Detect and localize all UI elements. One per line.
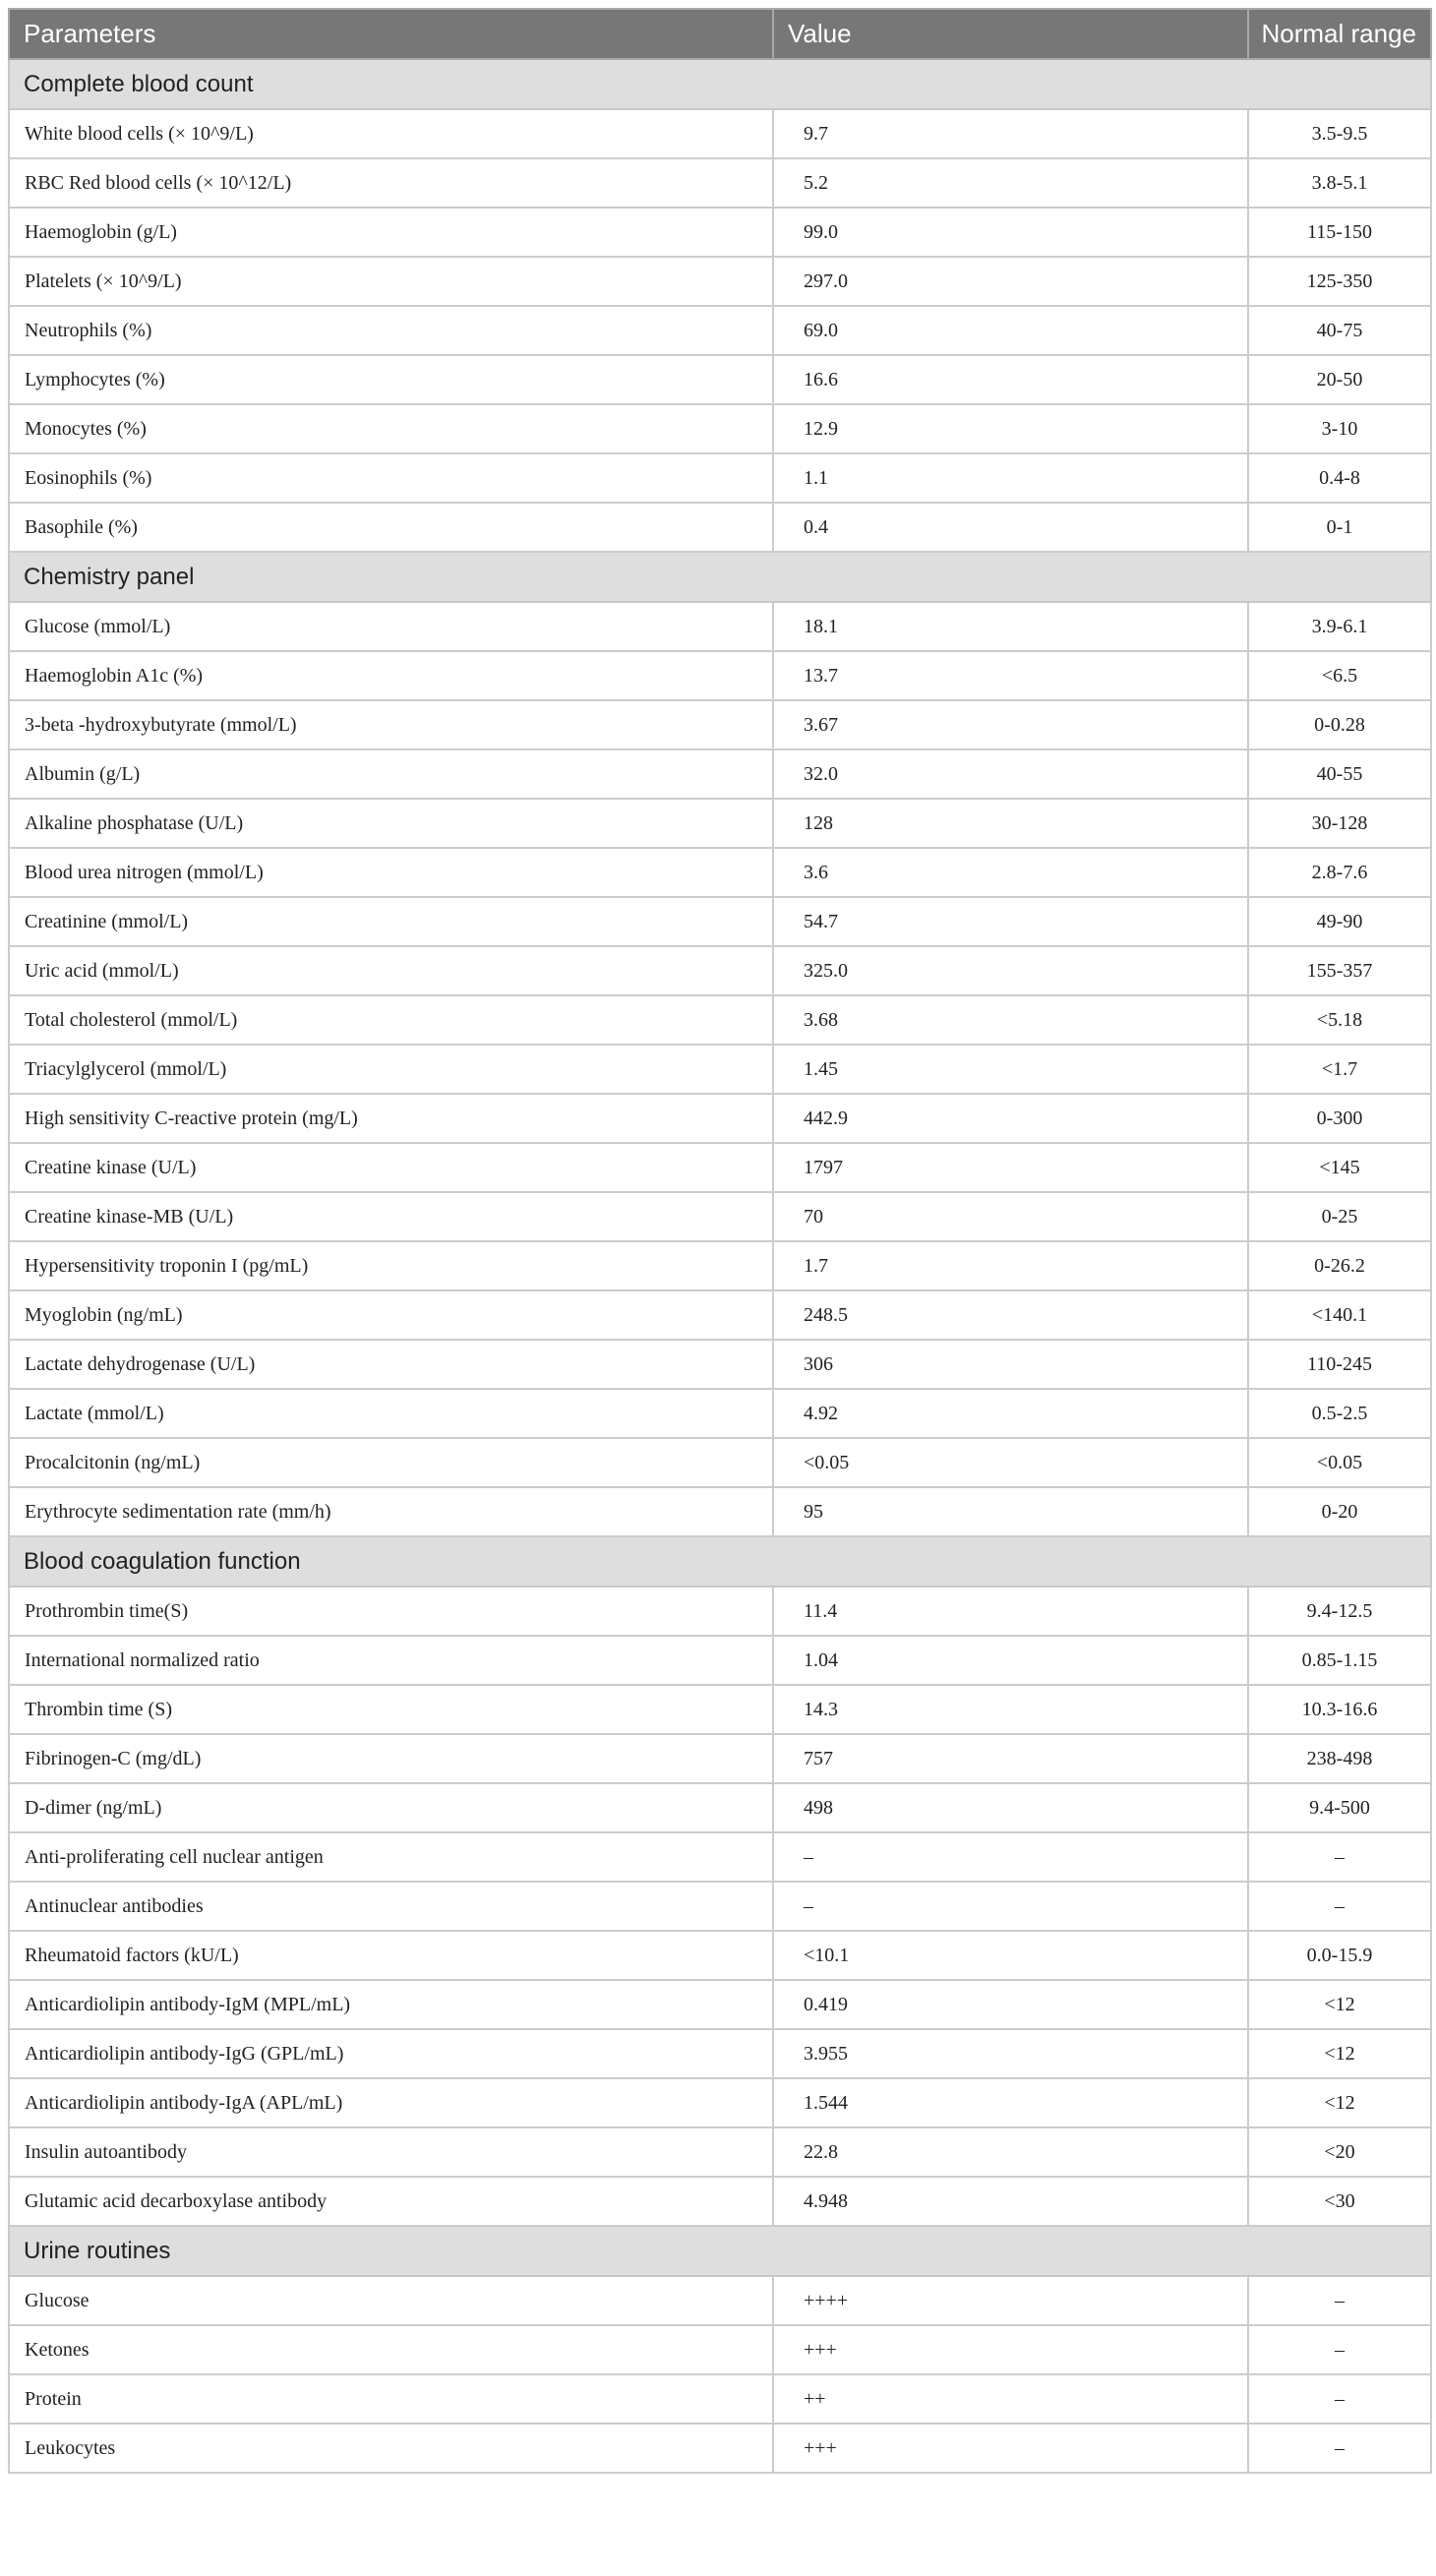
- table-row: [9, 1783, 1431, 1832]
- table-row: [9, 848, 1431, 897]
- parameter-cell: Creatine kinase (U/L): [9, 1143, 773, 1192]
- section-header-row: [9, 2226, 1431, 2276]
- normal-range-cell: 0-300: [1248, 1094, 1431, 1143]
- normal-range-cell: 40-75: [1248, 306, 1431, 355]
- parameter-cell: Leukocytes: [9, 2424, 773, 2473]
- normal-range-cell: 20-50: [1248, 355, 1431, 404]
- parameter-cell: Lactate (mmol/L): [9, 1389, 773, 1438]
- value-cell: 18.1: [773, 602, 1248, 651]
- normal-range-cell: <0.05: [1248, 1438, 1431, 1487]
- column-header-normal-range: Normal range: [1248, 9, 1431, 59]
- table-row: [9, 1045, 1431, 1094]
- table-row: [9, 306, 1431, 355]
- normal-range-cell: 10.3-16.6: [1248, 1685, 1431, 1734]
- parameter-cell: Blood urea nitrogen (mmol/L): [9, 848, 773, 897]
- table-row: [9, 1389, 1431, 1438]
- value-cell: 3.67: [773, 700, 1248, 749]
- normal-range-cell: 238-498: [1248, 1734, 1431, 1783]
- parameter-cell: Rheumatoid factors (kU/L): [9, 1931, 773, 1980]
- normal-range-cell: –: [1248, 2276, 1431, 2325]
- table-row: [9, 158, 1431, 208]
- parameter-cell: Lactate dehydrogenase (U/L): [9, 1340, 773, 1389]
- table-row: [9, 995, 1431, 1045]
- parameter-cell: International normalized ratio: [9, 1636, 773, 1685]
- section-title: Blood coagulation function: [9, 1536, 1431, 1587]
- value-cell: 12.9: [773, 404, 1248, 453]
- normal-range-cell: <12: [1248, 2078, 1431, 2127]
- parameter-cell: Anti-proliferating cell nuclear antigen: [9, 1832, 773, 1882]
- parameter-cell: Prothrombin time(S): [9, 1587, 773, 1636]
- value-cell: <10.1: [773, 1931, 1248, 1980]
- column-header-value: Value: [773, 9, 1248, 59]
- normal-range-cell: <1.7: [1248, 1045, 1431, 1094]
- normal-range-cell: –: [1248, 2374, 1431, 2424]
- parameter-cell: Creatinine (mmol/L): [9, 897, 773, 946]
- parameter-cell: Platelets (× 10^9/L): [9, 257, 773, 306]
- normal-range-cell: 0-20: [1248, 1487, 1431, 1536]
- value-cell: +++: [773, 2424, 1248, 2473]
- parameter-cell: Basophile (%): [9, 503, 773, 552]
- value-cell: 22.8: [773, 2127, 1248, 2177]
- value-cell: 4.948: [773, 2177, 1248, 2226]
- value-cell: 3.6: [773, 848, 1248, 897]
- parameter-cell: Antinuclear antibodies: [9, 1882, 773, 1931]
- value-cell: 306: [773, 1340, 1248, 1389]
- value-cell: 325.0: [773, 946, 1248, 995]
- parameter-cell: Neutrophils (%): [9, 306, 773, 355]
- parameter-cell: Thrombin time (S): [9, 1685, 773, 1734]
- table-row: [9, 404, 1431, 453]
- section-header-row: [9, 59, 1431, 109]
- table-row: [9, 2177, 1431, 2226]
- value-cell: 54.7: [773, 897, 1248, 946]
- value-cell: 1797: [773, 1143, 1248, 1192]
- normal-range-cell: 115-150: [1248, 208, 1431, 257]
- normal-range-cell: <20: [1248, 2127, 1431, 2177]
- parameter-cell: Creatine kinase-MB (U/L): [9, 1192, 773, 1241]
- parameter-cell: Protein: [9, 2374, 773, 2424]
- parameter-cell: Anticardiolipin antibody-IgA (APL/mL): [9, 2078, 773, 2127]
- table-row: [9, 1980, 1431, 2029]
- parameter-cell: Hypersensitivity troponin I (pg/mL): [9, 1241, 773, 1290]
- parameter-cell: Lymphocytes (%): [9, 355, 773, 404]
- normal-range-cell: 0-26.2: [1248, 1241, 1431, 1290]
- normal-range-cell: –: [1248, 2424, 1431, 2473]
- table-row: [9, 1094, 1431, 1143]
- parameter-cell: RBC Red blood cells (× 10^12/L): [9, 158, 773, 208]
- normal-range-cell: 9.4-12.5: [1248, 1587, 1431, 1636]
- header-row: [9, 9, 1431, 59]
- value-cell: 1.04: [773, 1636, 1248, 1685]
- value-cell: 9.7: [773, 109, 1248, 158]
- parameter-cell: Anticardiolipin antibody-IgG (GPL/mL): [9, 2029, 773, 2078]
- parameter-cell: Total cholesterol (mmol/L): [9, 995, 773, 1045]
- value-cell: 4.92: [773, 1389, 1248, 1438]
- normal-range-cell: –: [1248, 1882, 1431, 1931]
- table-row: [9, 2078, 1431, 2127]
- value-cell: 3.68: [773, 995, 1248, 1045]
- parameter-cell: Alkaline phosphatase (U/L): [9, 799, 773, 848]
- section-header-row: [9, 552, 1431, 602]
- table-header: [9, 9, 1431, 59]
- normal-range-cell: 0-0.28: [1248, 700, 1431, 749]
- parameter-cell: Uric acid (mmol/L): [9, 946, 773, 995]
- section-header-row: [9, 1536, 1431, 1587]
- value-cell: 757: [773, 1734, 1248, 1783]
- normal-range-cell: 40-55: [1248, 749, 1431, 799]
- value-cell: 3.955: [773, 2029, 1248, 2078]
- normal-range-cell: <12: [1248, 2029, 1431, 2078]
- value-cell: 0.4: [773, 503, 1248, 552]
- normal-range-cell: 0.5-2.5: [1248, 1389, 1431, 1438]
- table-row: [9, 2029, 1431, 2078]
- table-row: [9, 700, 1431, 749]
- table-row: [9, 1587, 1431, 1636]
- table-row: [9, 1241, 1431, 1290]
- value-cell: 442.9: [773, 1094, 1248, 1143]
- value-cell: 95: [773, 1487, 1248, 1536]
- normal-range-cell: –: [1248, 2325, 1431, 2374]
- table-row: [9, 1685, 1431, 1734]
- normal-range-cell: 9.4-500: [1248, 1783, 1431, 1832]
- value-cell: 128: [773, 799, 1248, 848]
- table-row: [9, 2325, 1431, 2374]
- normal-range-cell: <145: [1248, 1143, 1431, 1192]
- table-row: [9, 109, 1431, 158]
- value-cell: 1.544: [773, 2078, 1248, 2127]
- parameter-cell: Glutamic acid decarboxylase antibody: [9, 2177, 773, 2226]
- value-cell: 5.2: [773, 158, 1248, 208]
- value-cell: 14.3: [773, 1685, 1248, 1734]
- table-row: [9, 602, 1431, 651]
- value-cell: 16.6: [773, 355, 1248, 404]
- value-cell: 248.5: [773, 1290, 1248, 1340]
- table-row: [9, 1882, 1431, 1931]
- parameter-cell: Glucose: [9, 2276, 773, 2325]
- section-title: Complete blood count: [9, 59, 1431, 109]
- table-row: [9, 208, 1431, 257]
- parameter-cell: Myoglobin (ng/mL): [9, 1290, 773, 1340]
- value-cell: <0.05: [773, 1438, 1248, 1487]
- parameter-cell: Ketones: [9, 2325, 773, 2374]
- table-row: [9, 897, 1431, 946]
- value-cell: 69.0: [773, 306, 1248, 355]
- normal-range-cell: <6.5: [1248, 651, 1431, 700]
- normal-range-cell: 3.5-9.5: [1248, 109, 1431, 158]
- value-cell: ++++: [773, 2276, 1248, 2325]
- table-row: [9, 257, 1431, 306]
- table-row: [9, 2127, 1431, 2177]
- parameter-cell: Anticardiolipin antibody-IgM (MPL/mL): [9, 1980, 773, 2029]
- value-cell: 11.4: [773, 1587, 1248, 1636]
- table-body: [9, 59, 1431, 2473]
- normal-range-cell: <30: [1248, 2177, 1431, 2226]
- parameter-cell: Procalcitonin (ng/mL): [9, 1438, 773, 1487]
- table-row: [9, 1931, 1431, 1980]
- normal-range-cell: 0-1: [1248, 503, 1431, 552]
- normal-range-cell: 155-357: [1248, 946, 1431, 995]
- normal-range-cell: 30-128: [1248, 799, 1431, 848]
- table-row: [9, 749, 1431, 799]
- normal-range-cell: 0.4-8: [1248, 453, 1431, 503]
- table-row: [9, 1192, 1431, 1241]
- normal-range-cell: <5.18: [1248, 995, 1431, 1045]
- value-cell: ++: [773, 2374, 1248, 2424]
- value-cell: 70: [773, 1192, 1248, 1241]
- table-row: [9, 946, 1431, 995]
- normal-range-cell: 0.0-15.9: [1248, 1931, 1431, 1980]
- normal-range-cell: 3.9-6.1: [1248, 602, 1431, 651]
- table-row: [9, 1143, 1431, 1192]
- table-row: [9, 1636, 1431, 1685]
- table-row: [9, 503, 1431, 552]
- table-row: [9, 453, 1431, 503]
- normal-range-cell: <12: [1248, 1980, 1431, 2029]
- normal-range-cell: 0.85-1.15: [1248, 1636, 1431, 1685]
- table-row: [9, 1832, 1431, 1882]
- parameter-cell: Triacylglycerol (mmol/L): [9, 1045, 773, 1094]
- value-cell: 13.7: [773, 651, 1248, 700]
- value-cell: 297.0: [773, 257, 1248, 306]
- parameter-cell: Haemoglobin (g/L): [9, 208, 773, 257]
- table-row: [9, 1438, 1431, 1487]
- value-cell: 498: [773, 1783, 1248, 1832]
- table-row: [9, 1734, 1431, 1783]
- parameter-cell: Albumin (g/L): [9, 749, 773, 799]
- table-row: [9, 355, 1431, 404]
- value-cell: 99.0: [773, 208, 1248, 257]
- lab-results-table: [8, 8, 1432, 2474]
- parameter-cell: D-dimer (ng/mL): [9, 1783, 773, 1832]
- table-row: [9, 2424, 1431, 2473]
- normal-range-cell: 125-350: [1248, 257, 1431, 306]
- parameter-cell: Glucose (mmol/L): [9, 602, 773, 651]
- table-row: [9, 1340, 1431, 1389]
- parameter-cell: Haemoglobin A1c (%): [9, 651, 773, 700]
- normal-range-cell: 3-10: [1248, 404, 1431, 453]
- parameter-cell: High sensitivity C-reactive protein (mg/L): [9, 1094, 773, 1143]
- value-cell: 32.0: [773, 749, 1248, 799]
- value-cell: –: [773, 1882, 1248, 1931]
- parameter-cell: Eosinophils (%): [9, 453, 773, 503]
- table-row: [9, 799, 1431, 848]
- section-title: Chemistry panel: [9, 552, 1431, 602]
- value-cell: –: [773, 1832, 1248, 1882]
- normal-range-cell: –: [1248, 1832, 1431, 1882]
- normal-range-cell: 110-245: [1248, 1340, 1431, 1389]
- parameter-cell: Monocytes (%): [9, 404, 773, 453]
- parameter-cell: 3-beta -hydroxybutyrate (mmol/L): [9, 700, 773, 749]
- table-row: [9, 2276, 1431, 2325]
- section-title: Urine routines: [9, 2226, 1431, 2276]
- table-row: [9, 1290, 1431, 1340]
- column-header-parameters: Parameters: [9, 9, 773, 59]
- value-cell: +++: [773, 2325, 1248, 2374]
- parameter-cell: Insulin autoantibody: [9, 2127, 773, 2177]
- normal-range-cell: <140.1: [1248, 1290, 1431, 1340]
- value-cell: 1.1: [773, 453, 1248, 503]
- normal-range-cell: 0-25: [1248, 1192, 1431, 1241]
- parameter-cell: Erythrocyte sedimentation rate (mm/h): [9, 1487, 773, 1536]
- value-cell: 1.7: [773, 1241, 1248, 1290]
- parameter-cell: Fibrinogen-C (mg/dL): [9, 1734, 773, 1783]
- normal-range-cell: 3.8-5.1: [1248, 158, 1431, 208]
- value-cell: 0.419: [773, 1980, 1248, 2029]
- table-row: [9, 1487, 1431, 1536]
- value-cell: 1.45: [773, 1045, 1248, 1094]
- table-row: [9, 651, 1431, 700]
- parameter-cell: White blood cells (× 10^9/L): [9, 109, 773, 158]
- table-row: [9, 2374, 1431, 2424]
- normal-range-cell: 2.8-7.6: [1248, 848, 1431, 897]
- normal-range-cell: 49-90: [1248, 897, 1431, 946]
